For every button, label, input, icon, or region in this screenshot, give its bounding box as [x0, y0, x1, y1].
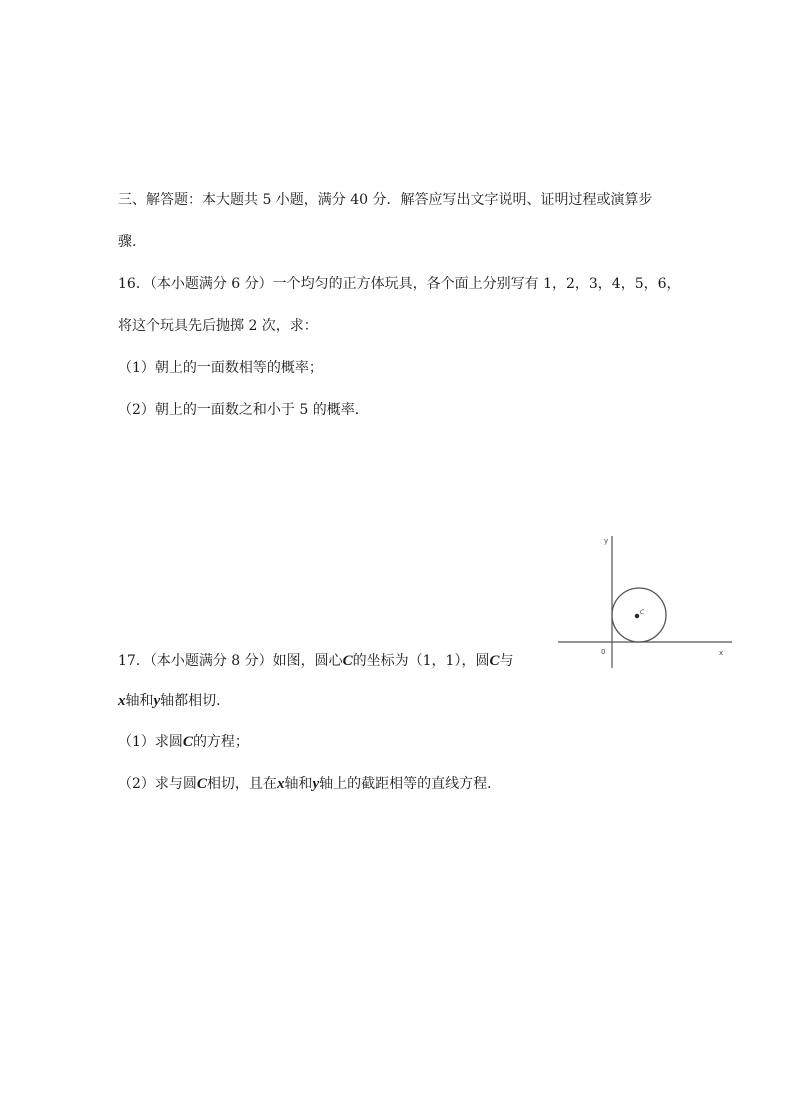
center-point [635, 614, 639, 618]
q16-line2: 将这个玩具先后抛掷 2 次，求： [118, 318, 318, 334]
q17-line2-a: 轴和 [125, 693, 154, 709]
var-C: C [182, 734, 193, 750]
section-heading-line2: 骤． [118, 234, 146, 250]
q17-part2 [118, 774, 501, 794]
var-C: C [342, 653, 353, 669]
q17-line2 [118, 691, 230, 711]
q17-part1-a: （1）求圆 [118, 734, 183, 750]
var-C: C [489, 653, 500, 669]
circle-c [612, 588, 666, 642]
y-axis-label: y [604, 537, 609, 545]
section-heading-line1: 三、解答题：本大题共 5 小题，满分 40 分．解答应写出文字说明、证明过程或演算步 [118, 192, 653, 208]
q17-part2-a: （2）求与圆 [118, 776, 197, 792]
q17-line2-b: 轴都相切． [160, 693, 231, 709]
var-y: y [153, 693, 161, 709]
origin-label: 0 [601, 648, 606, 656]
q17-line1-c: 与 [499, 653, 514, 669]
center-label: C [640, 609, 645, 616]
q16-part1: （1）朝上的一面数相等的概率； [118, 360, 323, 376]
x-axis-label: x [719, 649, 724, 657]
circle-tangent-figure [556, 528, 736, 670]
q17-part2-d: 轴上的截距相等的直线方程． [319, 776, 502, 792]
var-C: C [196, 776, 207, 792]
q17-line1-b: 的坐标为（1，1），圆 [352, 653, 490, 669]
q17-line1-a: 17．（本小题满分 8 分）如图，圆心 [118, 653, 343, 669]
q17-part2-c: 轴和 [284, 776, 313, 792]
var-y: y [312, 776, 320, 792]
q17-part1-b: 的方程； [192, 734, 249, 750]
q17-part1 [118, 732, 249, 752]
q17-line1 [118, 651, 513, 671]
q17-part2-b: 相切，且在 [206, 776, 277, 792]
q16-line1: 16．（本小题满分 6 分）一个均匀的正方体玩具，各个面上分别写有 1，2，3，4，5，6， [118, 276, 681, 292]
var-x: x [118, 693, 126, 709]
q16-part2: （2）朝上的一面数之和小于 5 的概率． [118, 402, 369, 418]
var-x: x [276, 776, 285, 792]
